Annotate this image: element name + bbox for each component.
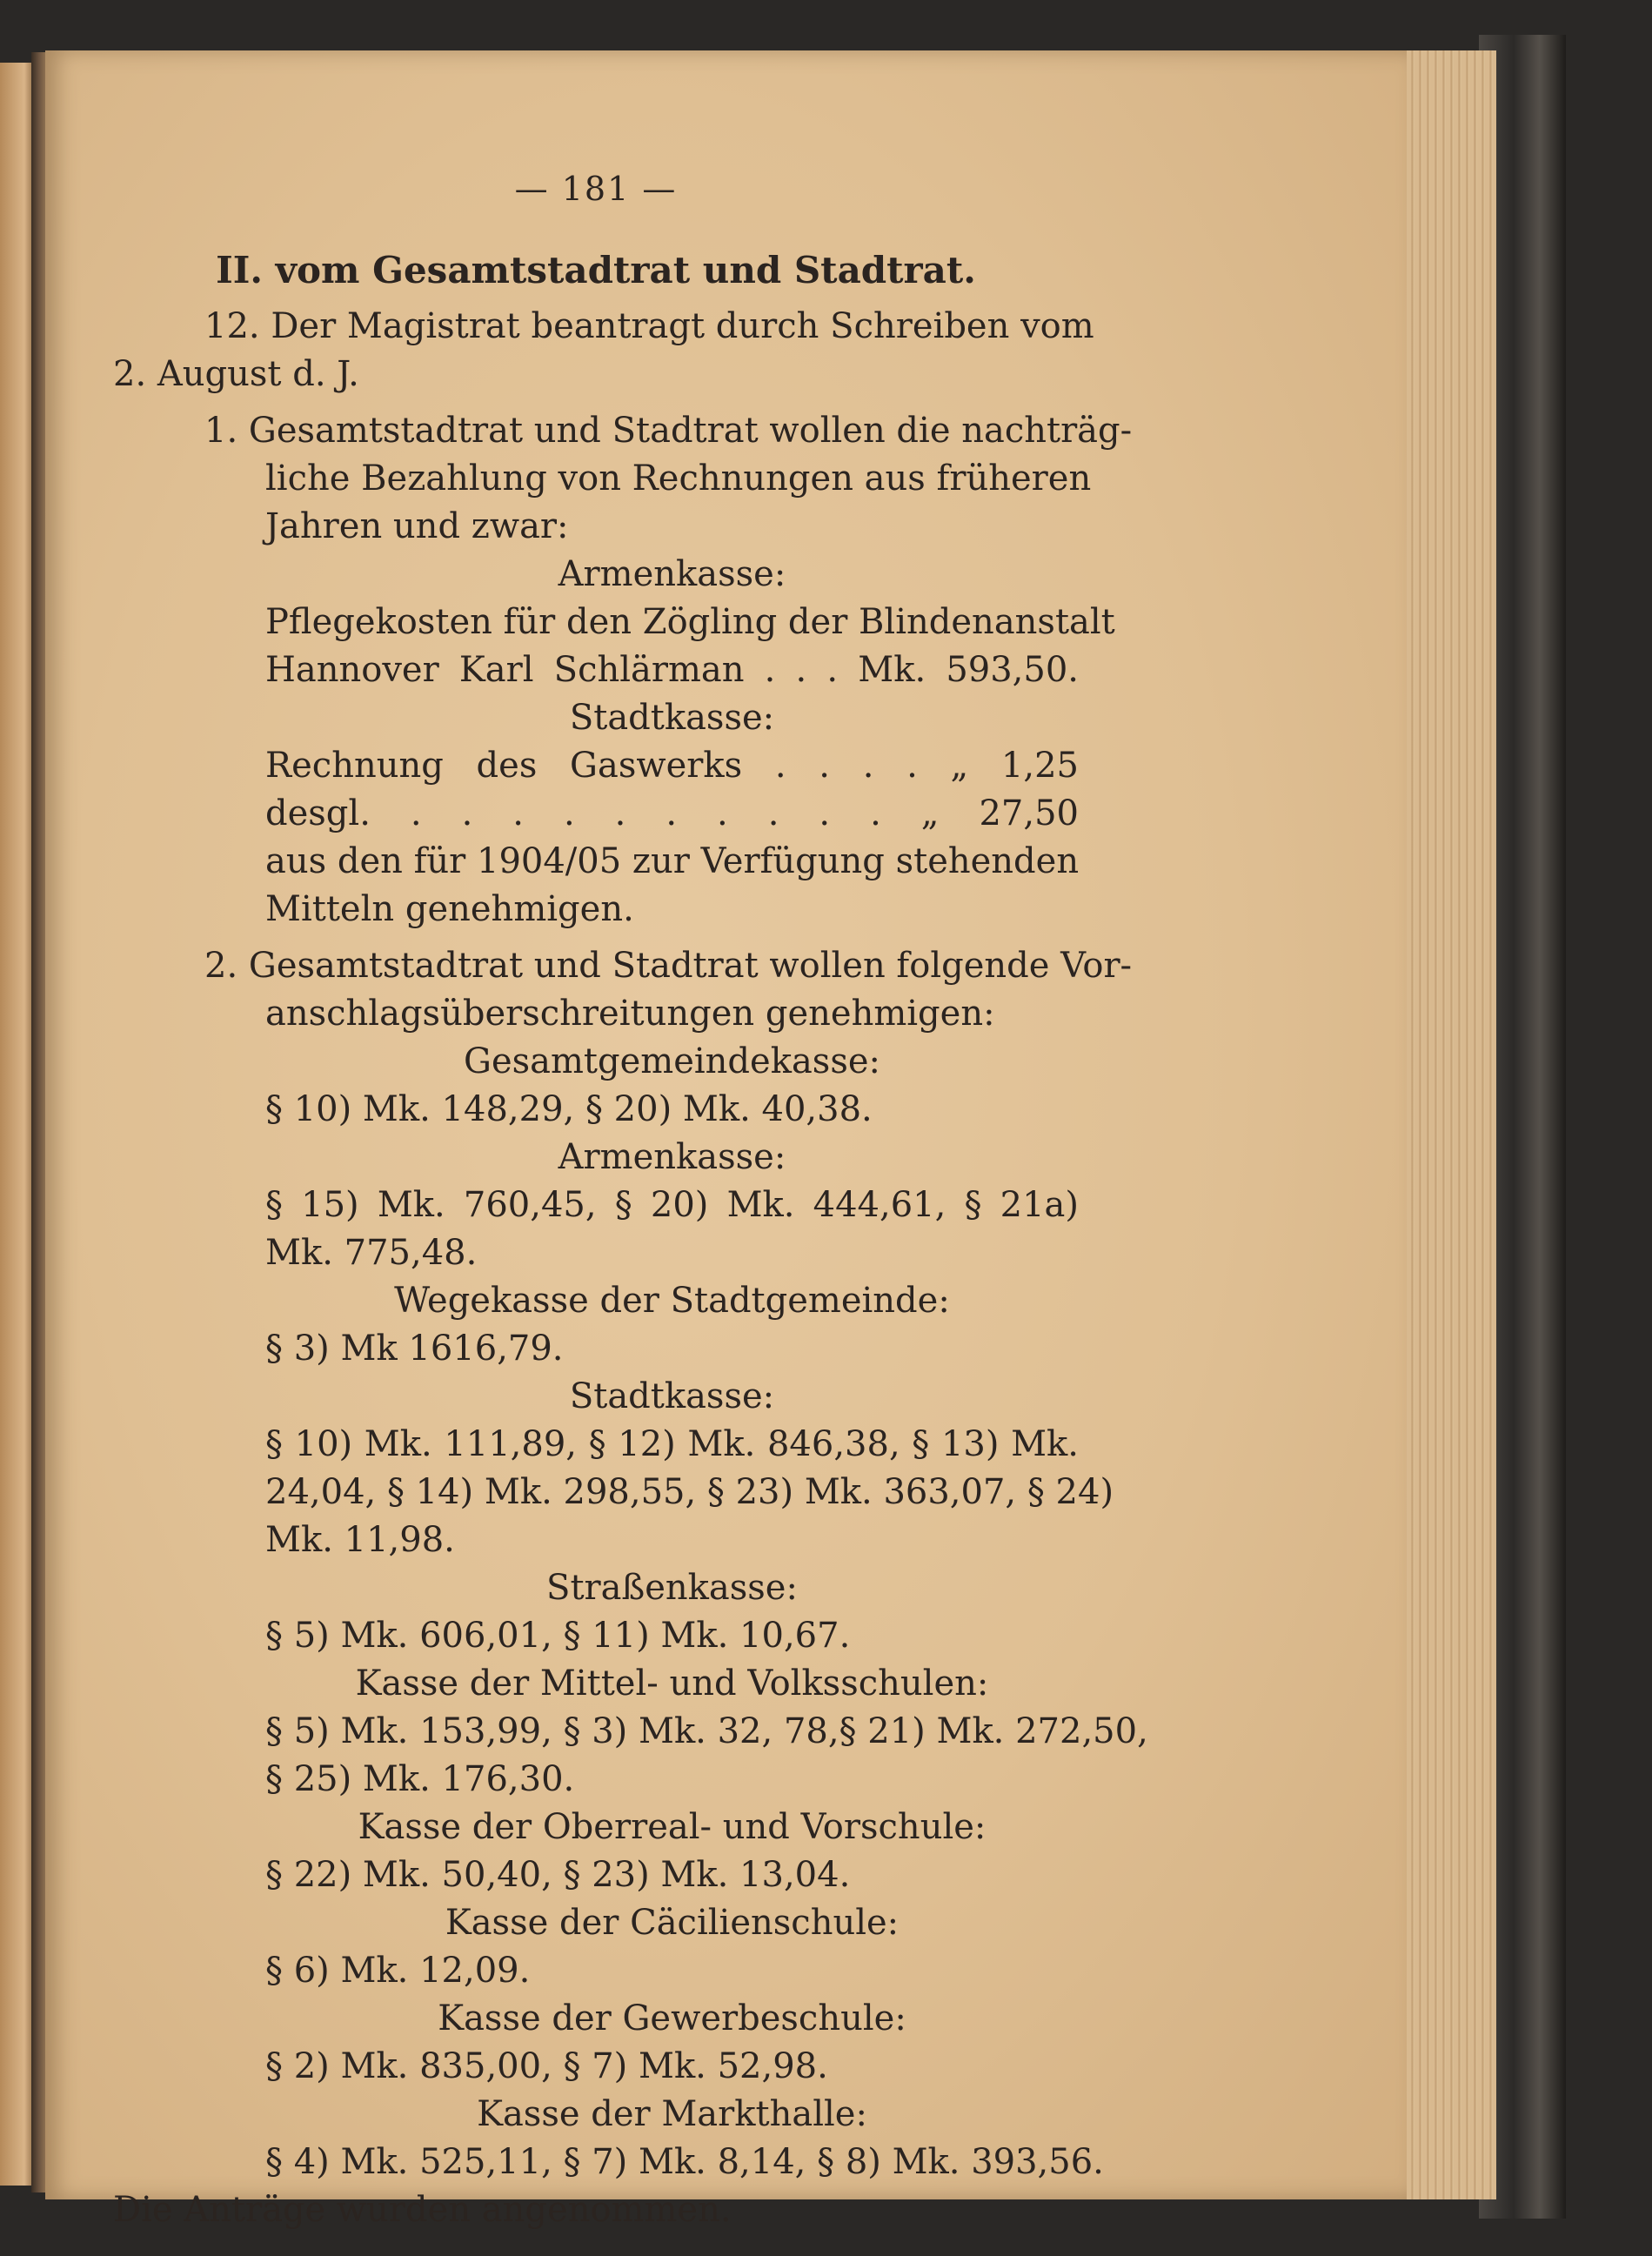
item1-line: Mitteln genehmigen. (265, 889, 634, 929)
item1-line: 1. Gesamtstadtrat und Stadtrat wollen die nachträg- (204, 411, 1133, 451)
item2-line: 2. Gesamtstadtrat und Stadtrat wollen folgende Vor- (204, 946, 1133, 986)
subheading: Stadtkasse: (569, 698, 775, 738)
subheading: Kasse der Cäcilienschule: (445, 1903, 900, 1943)
item1-line: desgl. . . . . . . . . . . „ 27,50 (265, 793, 1079, 833)
subheading: Armenkasse: (558, 554, 786, 594)
subheading: Straßenkasse: (546, 1568, 798, 1608)
page-number: — 181 — (514, 170, 678, 208)
subheading: Kasse der Gewerbeschule: (438, 1998, 906, 2038)
item1-line: Rechnung des Gaswerks . . . . „ 1,25 (265, 746, 1079, 786)
item2-line: § 5) Mk. 153,99, § 3) Mk. 32, 78,§ 21) Mk. 272,50, (265, 1711, 1148, 1751)
item2-line: § 22) Mk. 50,40, § 23) Mk. 13,04. (265, 1855, 851, 1895)
item2-line: § 10) Mk. 148,29, § 20) Mk. 40,38. (265, 1089, 873, 1129)
item1-line: liche Bezahlung von Rechnungen aus früheren (265, 459, 1092, 499)
item2-line: § 6) Mk. 12,09. (265, 1951, 531, 1991)
item2-line: § 5) Mk. 606,01, § 11) Mk. 10,67. (265, 1616, 851, 1656)
item1-line: Jahren und zwar: (265, 506, 569, 546)
item1-line: Hannover Karl Schlärman . . . Mk. 593,50. (265, 650, 1079, 690)
item1-line: Pflegekosten für den Zögling der Blindenanstalt (265, 602, 1115, 642)
item2-line: § 2) Mk. 835,00, § 7) Mk. 52,98. (265, 2046, 828, 2086)
item2-line: anschlagsüberschreitungen genehmigen: (265, 994, 995, 1034)
subheading: Armenkasse: (558, 1137, 786, 1177)
subheading: Gesamtgemeindekasse: (463, 1041, 880, 1081)
item2-line: Mk. 11,98. (265, 1520, 455, 1560)
item2-line: § 10) Mk. 111,89, § 12) Mk. 846,38, § 13) Mk. (265, 1424, 1079, 1464)
item2-line: § 3) Mk 1616,79. (265, 1329, 564, 1369)
intro-line: 12. Der Magistrat beantragt durch Schreiben vom (204, 306, 1094, 346)
closing-line: Die Anträge wurden angenommen. (113, 2190, 732, 2230)
section-title: II. vom Gesamtstadtrat und Stadtrat. (216, 249, 976, 291)
subheading: Stadtkasse: (569, 1376, 775, 1416)
subheading: Wegekasse der Stadtgemeinde: (394, 1281, 950, 1321)
item2-line: § 15) Mk. 760,45, § 20) Mk. 444,61, § 21a) (265, 1185, 1079, 1225)
subheading: Kasse der Mittel- und Volksschulen: (355, 1664, 989, 1704)
item2-line: 24,04, § 14) Mk. 298,55, § 23) Mk. 363,07, § 24) (265, 1472, 1114, 1512)
page-text (113, 165, 1148, 2234)
subheading: Kasse der Oberreal- und Vorschule: (358, 1807, 987, 1847)
left-page-edge (0, 63, 35, 2186)
subheading: Kasse der Markthalle: (477, 2094, 867, 2134)
item1-line: aus den für 1904/05 zur Verfügung stehenden (265, 841, 1080, 881)
item2-line: § 4) Mk. 525,11, § 7) Mk. 8,14, § 8) Mk. 393,56. (265, 2142, 1104, 2182)
item2-line: Mk. 775,48. (265, 1233, 478, 1273)
item2-line: § 25) Mk. 176,30. (265, 1759, 575, 1799)
intro-line: 2. August d. J. (113, 354, 359, 394)
